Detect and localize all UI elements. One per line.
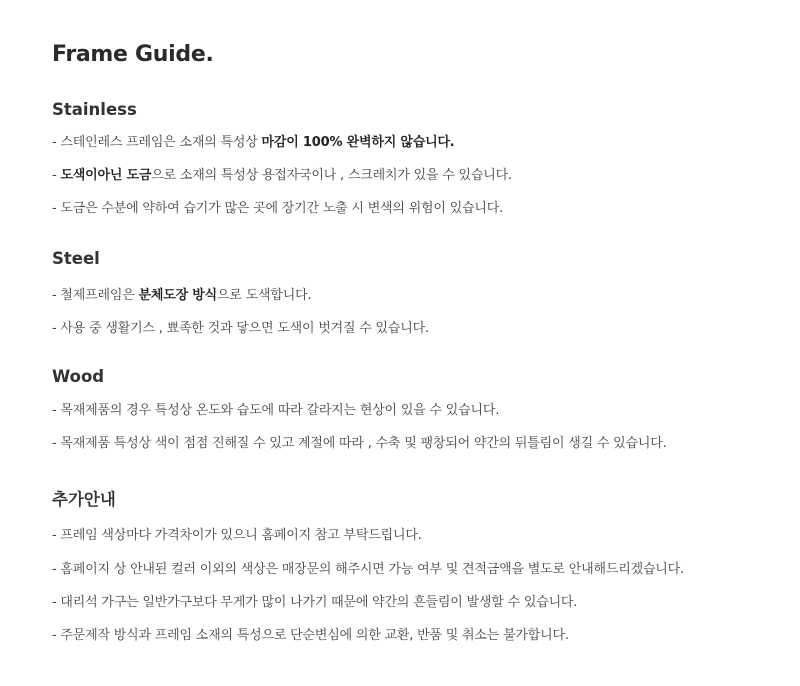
section-heading-steel: Steel xyxy=(52,249,100,268)
note-text: - 목재제품 특성상 색이 점점 진해질 수 있고 계절에 따라 , 수축 및 팽창되어 약간의 뒤틀림이 생길 수 있습니다. xyxy=(52,436,667,451)
steel-note-1 xyxy=(52,284,311,303)
page-title: Frame Guide. xyxy=(52,42,214,67)
additional-note-1 xyxy=(52,524,422,543)
stainless-note-2 xyxy=(52,164,512,183)
wood-note-1 xyxy=(52,399,499,418)
section-heading-stainless: Stainless xyxy=(52,100,137,119)
note-emphasis: 도색이아닌 도금 xyxy=(60,168,152,183)
stainless-note-3 xyxy=(52,197,503,216)
section-heading-wood: Wood xyxy=(52,367,105,386)
note-text: - 홈페이지 상 안내된 컬러 이외의 색상은 매장문의 해주시면 가능 여부 및 견적금액을 별도로 안내해드리겠습니다. xyxy=(52,562,684,577)
steel-note-2 xyxy=(52,317,429,336)
note-emphasis: 분체도장 방식 xyxy=(138,288,217,303)
note-text: - 대리석 가구는 일반가구보다 무게가 많이 나가기 때문에 약간의 흔들림이 발생할 수 있습니다. xyxy=(52,595,578,610)
note-text: 으로 도색합니다. xyxy=(217,288,312,303)
note-text: 으로 소재의 특성상 용접자국이나 , 스크레치가 있을 수 있습니다. xyxy=(151,168,512,183)
note-text: - 목재제품의 경우 특성상 온도와 습도에 따라 갈라지는 현상이 있을 수 있습니다. xyxy=(52,403,500,418)
additional-note-3 xyxy=(52,591,577,610)
note-text: - 주문제작 방식과 프레임 소재의 특성으로 단순변심에 의한 교환, 반품 및 취소는 불가합니다. xyxy=(52,628,569,643)
additional-note-2 xyxy=(52,558,684,577)
additional-note-4 xyxy=(52,624,569,643)
note-text: - 사용 중 생활기스 , 뾰족한 것과 닿으면 도색이 벗겨질 수 있습니다. xyxy=(52,321,429,336)
note-text: - 도금은 수분에 약하여 습기가 많은 곳에 장기간 노출 시 변색의 위험이 있습니다. xyxy=(52,201,504,216)
note-text: - 철제프레임은 xyxy=(52,288,139,303)
section-heading-additional-info: 추가안내 xyxy=(52,490,116,509)
note-text: - xyxy=(52,168,61,183)
wood-note-2 xyxy=(52,432,667,451)
note-text: - 프레임 색상마다 가격차이가 있으니 홈페이지 참고 부탁드립니다. xyxy=(52,528,422,543)
note-emphasis: 마감이 100% 완벽하지 않습니다. xyxy=(261,135,455,150)
stainless-note-1 xyxy=(52,131,455,150)
note-text: - 스테인레스 프레임은 소재의 특성상 xyxy=(52,135,262,150)
